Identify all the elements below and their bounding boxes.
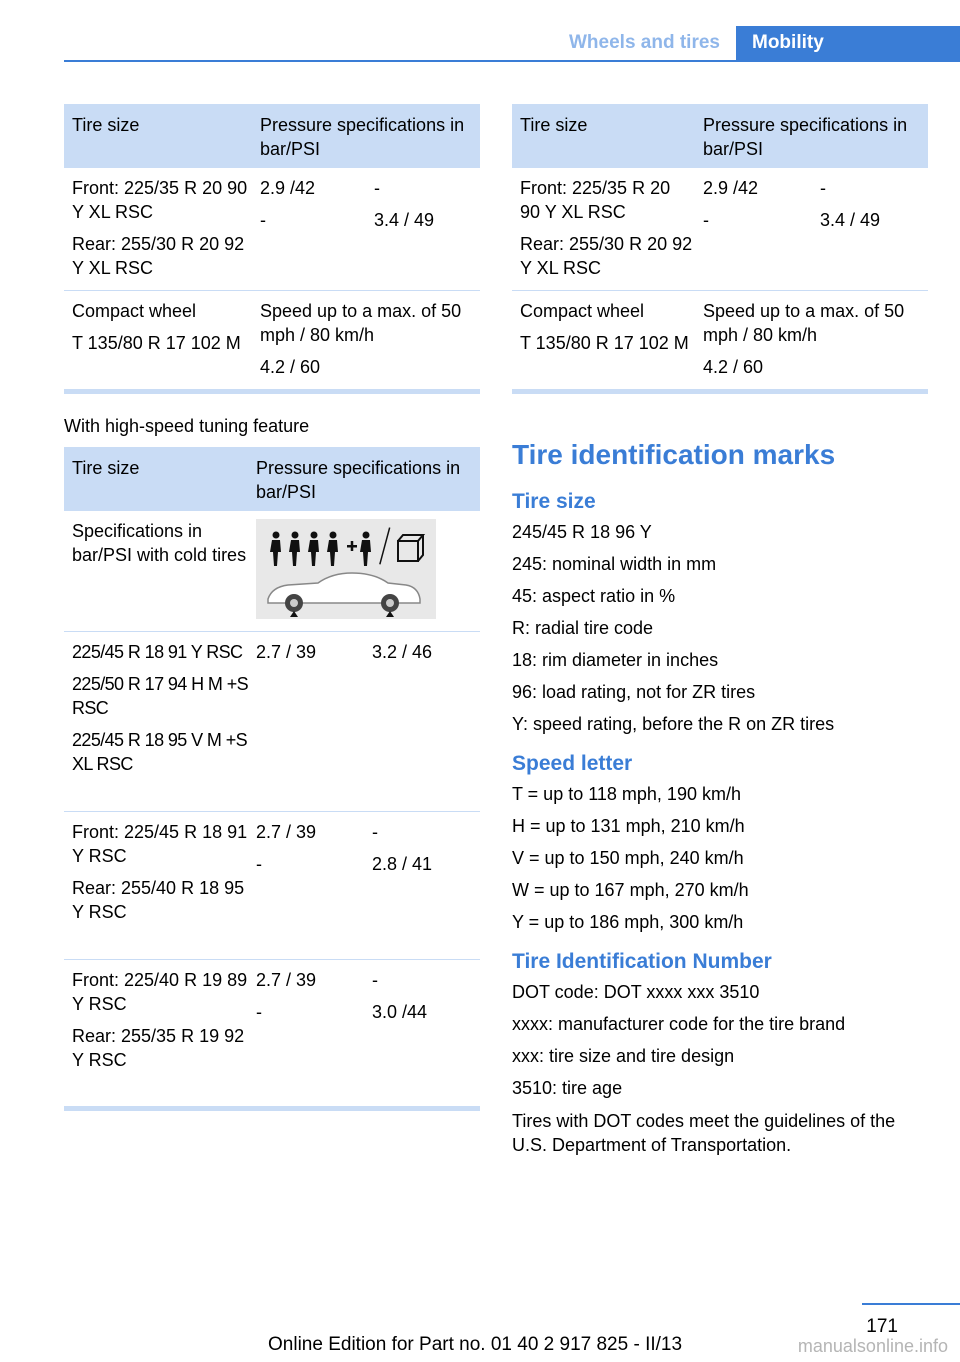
speed-line: H = up to 131 mph, 210 km/h (512, 816, 745, 836)
subheading-speed-letter: Speed letter (512, 752, 633, 775)
pressure-value: - (374, 178, 380, 198)
tire-size: 225/45 R 18 91 Y RSC (72, 642, 243, 662)
running-header-chapter: Mobility (736, 26, 960, 62)
tire-size-rear: Rear: 255/35 R 19 92 Y RSC (72, 1026, 245, 1070)
tire-size-front: Front: 225/35 R 20 90 Y XL RSC (520, 178, 671, 222)
table-end-bar (64, 389, 480, 394)
header-pressure: Pressure specifications in bar/PSI (256, 458, 461, 502)
pressure-table-right (512, 104, 928, 394)
pressure-table-left (64, 104, 480, 394)
table-row (64, 632, 480, 812)
tire-size: 225/45 R 18 95 V M +S XL RSC (72, 730, 248, 774)
pressure-value: 3.4 / 49 (374, 210, 435, 230)
tin-line: xxxx: manufacturer code for the tire brand (512, 1014, 846, 1034)
pressure-value: 2.7 / 39 (256, 822, 317, 842)
pressure-value: 4.2 / 60 (703, 357, 764, 377)
speed-line: T = up to 118 mph, 190 km/h (512, 784, 741, 804)
header-tire-size: Tire size (72, 115, 140, 135)
tire-size-rear: Rear: 255/30 R 20 92 Y XL RSC (520, 234, 693, 278)
pressure-value: 3.4 / 49 (820, 210, 881, 230)
speed-line: V = up to 150 mph, 240 km/h (512, 848, 744, 868)
speed-limit-note: Speed up to a max. of 50 mph / 80 km/h (260, 301, 462, 345)
size-line: 18: rim diameter in inches (512, 650, 719, 670)
running-header-section: Wheels and tires (569, 32, 720, 53)
cold-tire-note: Specifications in bar/PSI with cold tires (72, 521, 247, 565)
pressure-value: - (372, 970, 378, 990)
tire-size: 225/50 R 17 94 H M +S RSC (72, 674, 249, 718)
speed-line: W = up to 167 mph, 270 km/h (512, 880, 749, 900)
pressure-value: - (703, 210, 709, 230)
edition-footer: Online Edition for Part no. 01 40 2 917 825 - II/13 (268, 1334, 683, 1355)
header-rule (64, 60, 960, 62)
pressure-value: 2.7 / 39 (256, 642, 317, 662)
header-pressure: Pressure specifications in bar/PSI (260, 115, 465, 159)
header-tire-size: Tire size (520, 115, 588, 135)
size-line: 245/45 R 18 96 Y (512, 522, 652, 542)
tin-line: xxx: tire size and tire design (512, 1046, 735, 1066)
tire-size-front: Front: 225/45 R 18 91 Y RSC (72, 822, 248, 866)
pressure-value: 3.2 / 46 (372, 642, 433, 662)
table-row (64, 511, 480, 632)
high-speed-pressure-table (64, 447, 480, 1111)
load-condition-pictogram (256, 519, 436, 619)
size-line: 245: nominal width in mm (512, 554, 717, 574)
table-end-bar (64, 1106, 480, 1111)
pressure-value: - (256, 854, 262, 874)
table-row (64, 960, 480, 1106)
tin-line: DOT code: DOT xxxx xxx 3510 (512, 982, 760, 1002)
table-row (64, 812, 480, 960)
compact-wheel-label: Compact wheel (72, 301, 197, 321)
tire-identification-section (512, 436, 932, 1157)
table-row (64, 291, 480, 389)
table-row (512, 291, 928, 389)
pressure-value: - (260, 210, 266, 230)
size-line: 96: load rating, not for ZR tires (512, 682, 756, 702)
speed-line: Y = up to 186 mph, 300 km/h (512, 912, 744, 932)
table-row (512, 168, 928, 291)
page-number-rule (862, 1303, 960, 1305)
table-row (64, 168, 480, 291)
speed-limit-note: Speed up to a max. of 50 mph / 80 km/h (703, 301, 905, 345)
dot-guidelines-paragraph: Tires with DOT codes meet the guidelines of the U.S. Department of Transportation. (512, 1111, 896, 1155)
pressure-value: 2.9 /42 (260, 178, 316, 198)
table-header (64, 447, 480, 511)
pressure-value: 4.2 / 60 (260, 357, 321, 377)
pressure-value: - (372, 822, 378, 842)
section-title: Tire identification marks (512, 439, 836, 470)
compact-wheel-size: T 135/80 R 17 102 M (520, 333, 689, 353)
size-line: R: radial tire code (512, 618, 654, 638)
pressure-value: 3.0 /44 (372, 1002, 428, 1022)
pressure-value: 2.8 / 41 (372, 854, 433, 874)
watermark: manualsonline.info (797, 1336, 948, 1356)
pressure-value: 2.9 /42 (703, 178, 759, 198)
page-number: 171 (866, 1316, 898, 1337)
tire-size-rear: Rear: 255/30 R 20 92 Y XL RSC (72, 234, 245, 278)
tire-size-rear: Rear: 255/40 R 18 95 Y RSC (72, 878, 245, 922)
compact-wheel-label: Compact wheel (520, 301, 645, 321)
tin-line: 3510: tire age (512, 1078, 623, 1098)
table-caption: With high-speed tuning feature (64, 416, 310, 436)
subheading-tin: Tire Identification Number (512, 950, 772, 973)
size-line: 45: aspect ratio in % (512, 586, 676, 606)
subheading-tire-size: Tire size (512, 490, 596, 513)
load-people-car-icon (256, 519, 436, 619)
pressure-value: 2.7 / 39 (256, 970, 317, 990)
tire-size-front: Front: 225/40 R 19 89 Y RSC (72, 970, 248, 1014)
header-tire-size: Tire size (72, 458, 140, 478)
table-header (64, 104, 480, 168)
header-pressure: Pressure specifications in bar/PSI (703, 115, 908, 159)
size-line: Y: speed rating, before the R on ZR tires (512, 714, 835, 734)
pressure-value: - (820, 178, 826, 198)
table-end-bar (512, 389, 928, 394)
tire-size-front: Front: 225/35 R 20 90 Y XL RSC (72, 178, 248, 222)
pressure-value: - (256, 1002, 262, 1022)
compact-wheel-size: T 135/80 R 17 102 M (72, 333, 241, 353)
table-header (512, 104, 928, 168)
